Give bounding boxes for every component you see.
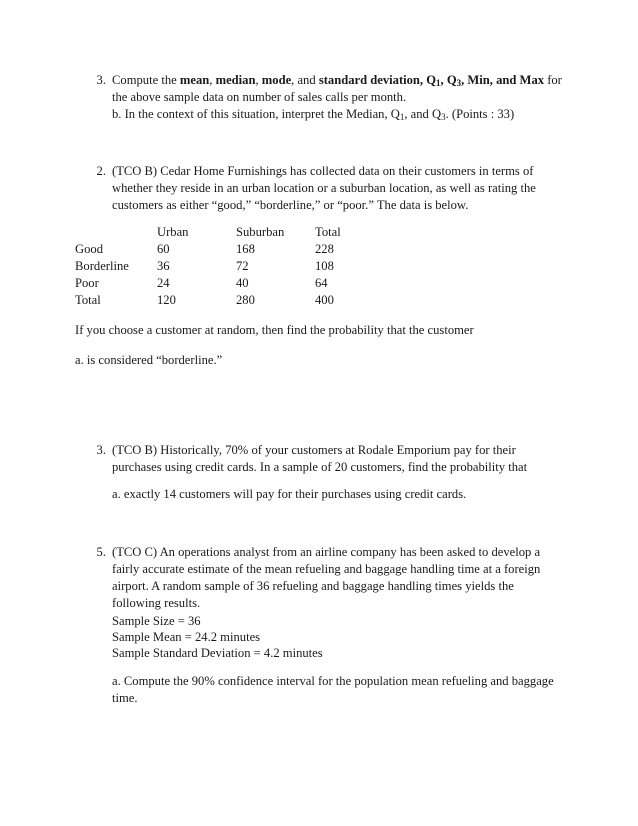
question-text-line: (TCO C) An operations analyst from an airline company has been asked to develop a (112, 545, 541, 559)
sample-size: Sample Size = 36 (112, 614, 201, 628)
question-text-line: fairly accurate estimate of the mean refueling and baggage handling time at a foreign (112, 562, 541, 576)
question-part-a: a. is considered “borderline.” (75, 353, 223, 367)
table-row-label: Good (75, 242, 103, 256)
question-text-line: (TCO B) Cedar Home Furnishings has collected data on their customers in terms of (112, 164, 534, 178)
table-cell: 64 (315, 276, 328, 290)
sample-std-dev: Sample Standard Deviation = 4.2 minutes (112, 646, 323, 660)
table-cell: 168 (236, 242, 255, 256)
question-text-line: the above sample data on number of sales calls per month. (112, 90, 407, 104)
table-row-label: Borderline (75, 259, 129, 273)
table-row-label: Total (75, 293, 101, 307)
question-number: 2. (96, 164, 106, 178)
question-part-a: a. Compute the 90% confidence interval for the population mean refueling and baggage (112, 674, 554, 688)
table-cell: 60 (157, 242, 170, 256)
question-number: 3. (96, 73, 106, 87)
table-row-label: Poor (75, 276, 99, 290)
question-text-line: customers as either “good,” “borderline,” or “poor.” The data is below. (112, 198, 469, 212)
question-number: 5. (96, 545, 106, 559)
table-cell: 400 (315, 293, 334, 307)
table-cell: 24 (157, 276, 170, 290)
question-text-line: following results. (112, 596, 201, 610)
table-cell: 36 (157, 259, 170, 273)
table-cell: 72 (236, 259, 249, 273)
table-header: Suburban (236, 225, 285, 239)
table-cell: 280 (236, 293, 255, 307)
question-prompt: If you choose a customer at random, then find the probability that the customer (75, 323, 474, 337)
question-part-a: a. exactly 14 customers will pay for their purchases using credit cards. (112, 487, 467, 501)
question-number: 3. (96, 443, 106, 457)
table-cell: 228 (315, 242, 334, 256)
question-text-line: Compute the mean, median, mode, and standard deviation, $Q_1$, $Q_3$, Min, and Max for (112, 73, 562, 88)
question-text-line: b. In the context of this situation, interpret the Median, $Q_1$, and $Q_3$. (Points : 33) (112, 107, 515, 122)
question-text-line: (TCO B) Historically, 70% of your customers at Rodale Emporium pay for their (112, 443, 516, 457)
question-text-line: whether they reside in an urban location or a suburban location, as well as rating the (112, 181, 536, 195)
sample-mean: Sample Mean = 24.2 minutes (112, 630, 261, 644)
table-header: Urban (157, 225, 189, 239)
question-text-line: airport. A random sample of 36 refueling and baggage handling times yields the (112, 579, 514, 593)
question-part-a: time. (112, 691, 138, 705)
table-cell: 120 (157, 293, 176, 307)
table-cell: 108 (315, 259, 334, 273)
question-text-line: purchases using credit cards. In a sample of 20 customers, find the probability that (112, 460, 528, 474)
table-header: Total (315, 225, 341, 239)
table-cell: 40 (236, 276, 249, 290)
